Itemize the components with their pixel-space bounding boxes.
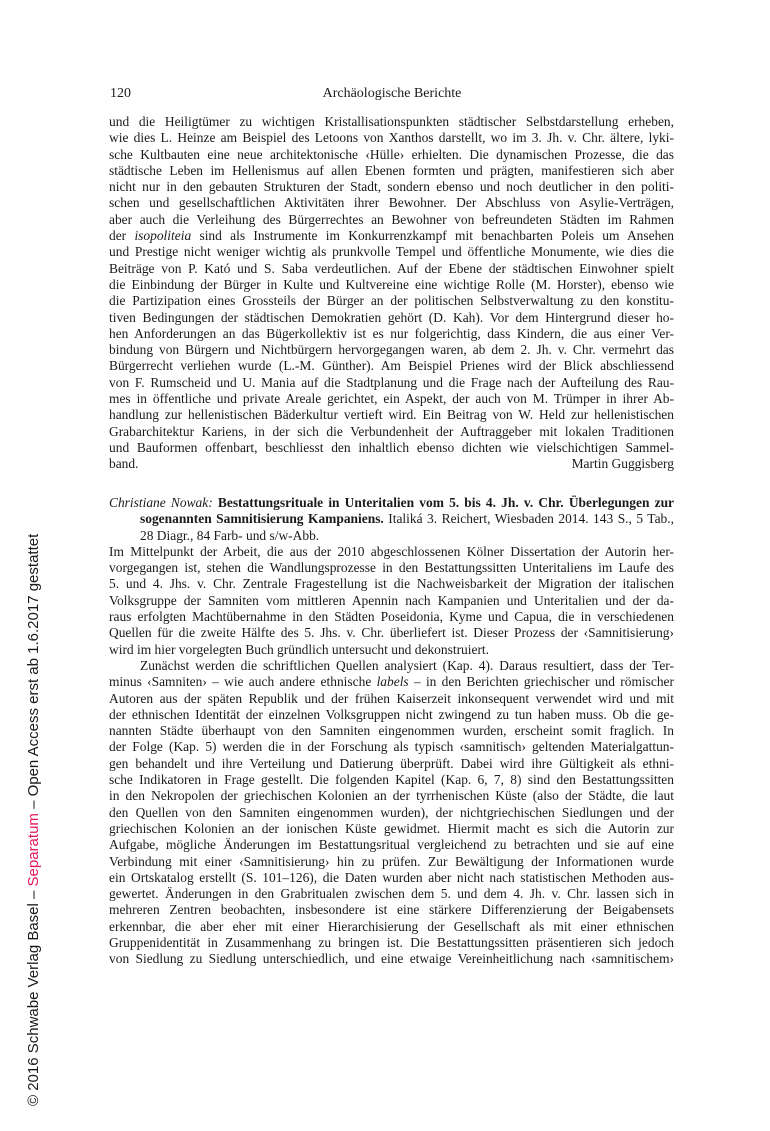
text-line: die Einbindung der Bürger in Kulte und Kultvereine eine wichtige Rolle (M. Horster), ebenso wie (109, 276, 674, 292)
text-line: Volksgruppe der Samniten vom mittleren Apennin nach Kampanien und Unteritalien und der da- (109, 592, 674, 608)
italic-text: Christiane Nowak: (109, 495, 218, 510)
text-line: städtische Leben im Hellenismus auf allen Ebenen formten und prägten, manifestieren sich aber (109, 162, 674, 178)
review-nowak (109, 495, 674, 968)
text-line: Zunächst werden die schriftlichen Quellen analysiert (Kap. 4). Daraus resultiert, dass der Ter- (140, 657, 674, 673)
text-line: 5. und 4. Jhs. v. Chr. Zentrale Fragestellung ist die Nachweisbarkeit der Migration der italischen (109, 576, 674, 592)
italic-text: isopoliteia (134, 228, 192, 244)
text-line: mehreren Zentren beobachten, insbesondere ist eine stärkere Differenzierung der Beigabensets (109, 902, 674, 918)
text-line: Gruppenidentität in Zusammenhang zu bringen ist. Die Bestattungssitten präsentieren sich jedoch (109, 935, 674, 951)
text-line: die Partizipation eines Grossteils der Bürger an der politischen Selbstverwaltung zu den konstitu- (109, 293, 674, 309)
text-line: Autoren aus der späten Republik und der frühen Kaiserzeit inkonsequent verwendet wird und mit (109, 690, 674, 706)
review-body (109, 544, 674, 968)
text-line: handlung zur hellenistischen Bäderkultur vertieft wird. Ein Beitrag von W. Held zur hellenistischen (109, 407, 674, 423)
text-line: von Siedlung zu Siedlung unterschiedlich, und eine etwaige Vereinheitlichung nach ‹samnitischem› (109, 951, 674, 967)
running-title: Archäologische Berichte (322, 86, 462, 101)
text-line: gen behandelt und ihre Verteilung und Datierung überprüft. Dabei wird ihre Gültigkeit als ethni- (109, 755, 674, 771)
text-line: der Folge (Kap. 5) werden die in der Forschung als typisch ‹samnitisch› geltenden Materialgattun- (109, 739, 674, 755)
text-line: den Quellen von den Samniten eingenommen wurden), der nichtgriechischen Siedlungen und der (109, 804, 674, 820)
text-segment: – in den Berichten griechischer und römischer (408, 674, 674, 690)
text-line: erkennbar, die aber eher mit einer Hierarchisierung der Gesellschaft als mit einer ethnischen (109, 918, 674, 934)
reviewer-name: Martin Guggisberg (571, 456, 674, 472)
text-line: griechischen Kolonien an der ionischen Küste gewidmet. Hiermit macht es sich die Autorin zur (109, 820, 674, 836)
bold-text: Bestattungsrituale in Unteritalien vom 5. bis 4. Jh. v. Chr. Überlegungen zur (217, 495, 675, 510)
text-line (109, 511, 674, 527)
text-line: nannten Städte überhaupt von den Samniten eingenommen wurden, erscheint somit fraglich. In (109, 723, 674, 739)
text-line: vorgegangen ist, stehen die Wandlungsprozesse in den Bestattungssitten Unteritaliens im Laufe des (109, 560, 674, 576)
text-segment: sind als Instrumente im Konkurrenzkampf mit benachbarten Poleis um Ansehen (191, 228, 674, 244)
text-line: Grabarchitektur Kariens, in der sich die Verbundenheit der Auftraggeber mit lokalen Traditionen (109, 423, 674, 439)
text-line: sche Kultbauten eine neue architektonische ‹Hülle› erhielten. Die dynamischen Prozesse, die das (109, 146, 674, 162)
text-segment: minus ‹Samniten› – wie auch andere ethnische (109, 674, 377, 690)
text-line: Quellen für die zweite Hälfte des 5. Jhs. v. Chr. überliefert ist. Dieser Prozess der ‹Samnitisierung› (109, 625, 674, 641)
text-line: Bürgerrecht verliehen wurde (L.-M. Günther). Am Beispiel Prienes wird der Blick abschliessend (109, 358, 674, 374)
text-line: Im Mittelpunkt der Arbeit, die aus der 2010 abgeschlossenen Kölner Dissertation der Autorin her- (109, 543, 674, 559)
text-line (109, 228, 674, 244)
text-line: tiven Bedingungen der städtischen Demokratien gehört (D. Kah). Vor dem Hintergrund dieser ho- (109, 309, 674, 325)
text-line: und die Heiligtümer zu wichtigen Kristallisationspunkten städtischer Selbstdarstellung erheben, (109, 114, 674, 129)
text-line: in den Nekropolen der griechischen Kolonien an der tyrrhenischen Küste (also der Städte, die laut (109, 788, 674, 804)
text-line: von F. Rumscheid und U. Mania auf die Stadtplanung und die Frage nach der Aufteilung des Rau- (109, 374, 674, 390)
review-body (109, 114, 674, 456)
text-line: Aufgabe, mögliche Änderungen im Bestattungsritual vergleichend zu betrachten und sie auf eine (109, 837, 674, 853)
text-line: ein Ortskatalog erstellt (S. 101–126), die Daten wurden aber nicht nach statistischen Methoden aus- (109, 869, 674, 885)
text-line: und Prestige nicht weniger wichtig als prunkvolle Tempel und öffentliche Monumente, wie dies die (109, 244, 674, 260)
text-line: hen Anforderungen an das Bügerkollektiv ist es nur folgerichtig, dass Kindern, die aus einer Ver- (109, 325, 674, 341)
text-line: raus erfolgten Machtübernahme in den Städten Poseidonia, Kyme und Capua, die in verschiedenen (109, 609, 674, 625)
closing-line (109, 456, 674, 472)
bold-text: sogenannten Samnitisierung Kampaniens. (140, 511, 384, 527)
text-line: schen und gesellschaftlichen Aktivitäten ihrer Bewohner. Der Abschluss von Asylie-Verträgen, (109, 195, 674, 211)
text-line: Beiträge von P. Kató und S. Saba verdeutlichen. Auf der Ebene der städtischen Einwohner spielt (109, 260, 674, 276)
text-line: bindung von Bürgern und Nichtbürgern hervorgegangen waren, ab dem 2. Jh. v. Chr. vermehrt das (109, 342, 674, 358)
text-line: wie dies L. Heinze am Beispiel des Letoons von Xanthos darstellt, wo im 3. Jh. v. Chr. ältere, lyki- (109, 130, 674, 146)
text-line: gewertet. Änderungen in den Grabritualen zwischen dem 5. und dem 4. Jh. v. Chr. lassen sich in (109, 886, 674, 902)
text-line (109, 674, 674, 690)
text-line: wird im hier vorgelegten Buch gründlich untersucht und dekonstruiert. (109, 641, 490, 657)
text-line: mes in öffentliche und private Areale gerichtet, ein Aspekt, der auch von M. Trümper in ihrer Ab- (109, 391, 674, 407)
text-segment: der (109, 228, 135, 244)
copyright-sidebar (25, 534, 43, 1106)
text-segment: Italiká 3. Reichert, Wiesbaden 2014. 143 S., 5 Tab., (383, 511, 674, 527)
text-line: und Bauformen offenbart, beschliesst den inhaltlich ebenso dichten wie vielschichtigen Sammel- (109, 439, 674, 455)
running-head (110, 85, 674, 103)
copyright-suffix: – Open Access erst ab 1.6.2017 gestattet (25, 533, 42, 814)
page-number: 120 (110, 86, 131, 101)
text-line: nicht nur in den gebauten Strukturen der Stadt, sondern ebenso und noch deutlicher in den politi- (109, 179, 674, 195)
copyright-prefix: © 2016 Schwabe Verlag Basel – (25, 886, 42, 1106)
text-line (109, 495, 674, 511)
review-guggisberg (109, 114, 674, 473)
text-line: aber auch die Verleihung des Bürgerrechtes an Bewohner von befreundeten Städten im Rahmen (109, 211, 674, 227)
book-citation-heading (109, 495, 674, 544)
text-line: 28 Diagr., 84 Farb- und s/w-Abb. (140, 527, 320, 543)
italic-text: labels (376, 674, 409, 690)
text-line: der ethnischen Identität der einzelnen Volksgruppen nicht zwingend zu tun haben muss. Ob die ge- (109, 706, 674, 722)
closing-text: band. (109, 456, 139, 472)
separatum-label: Separatum (25, 813, 42, 887)
text-line: sche Indikatoren in Frage gestellt. Die folgenden Kapitel (Kap. 6, 7, 8) sind den Bestattungssitten (109, 772, 674, 788)
text-line: Verbindung mit einer ‹Samnitisierung› hin zu prüfen. Zur Bewältigung der Informationen wurde (109, 853, 674, 869)
